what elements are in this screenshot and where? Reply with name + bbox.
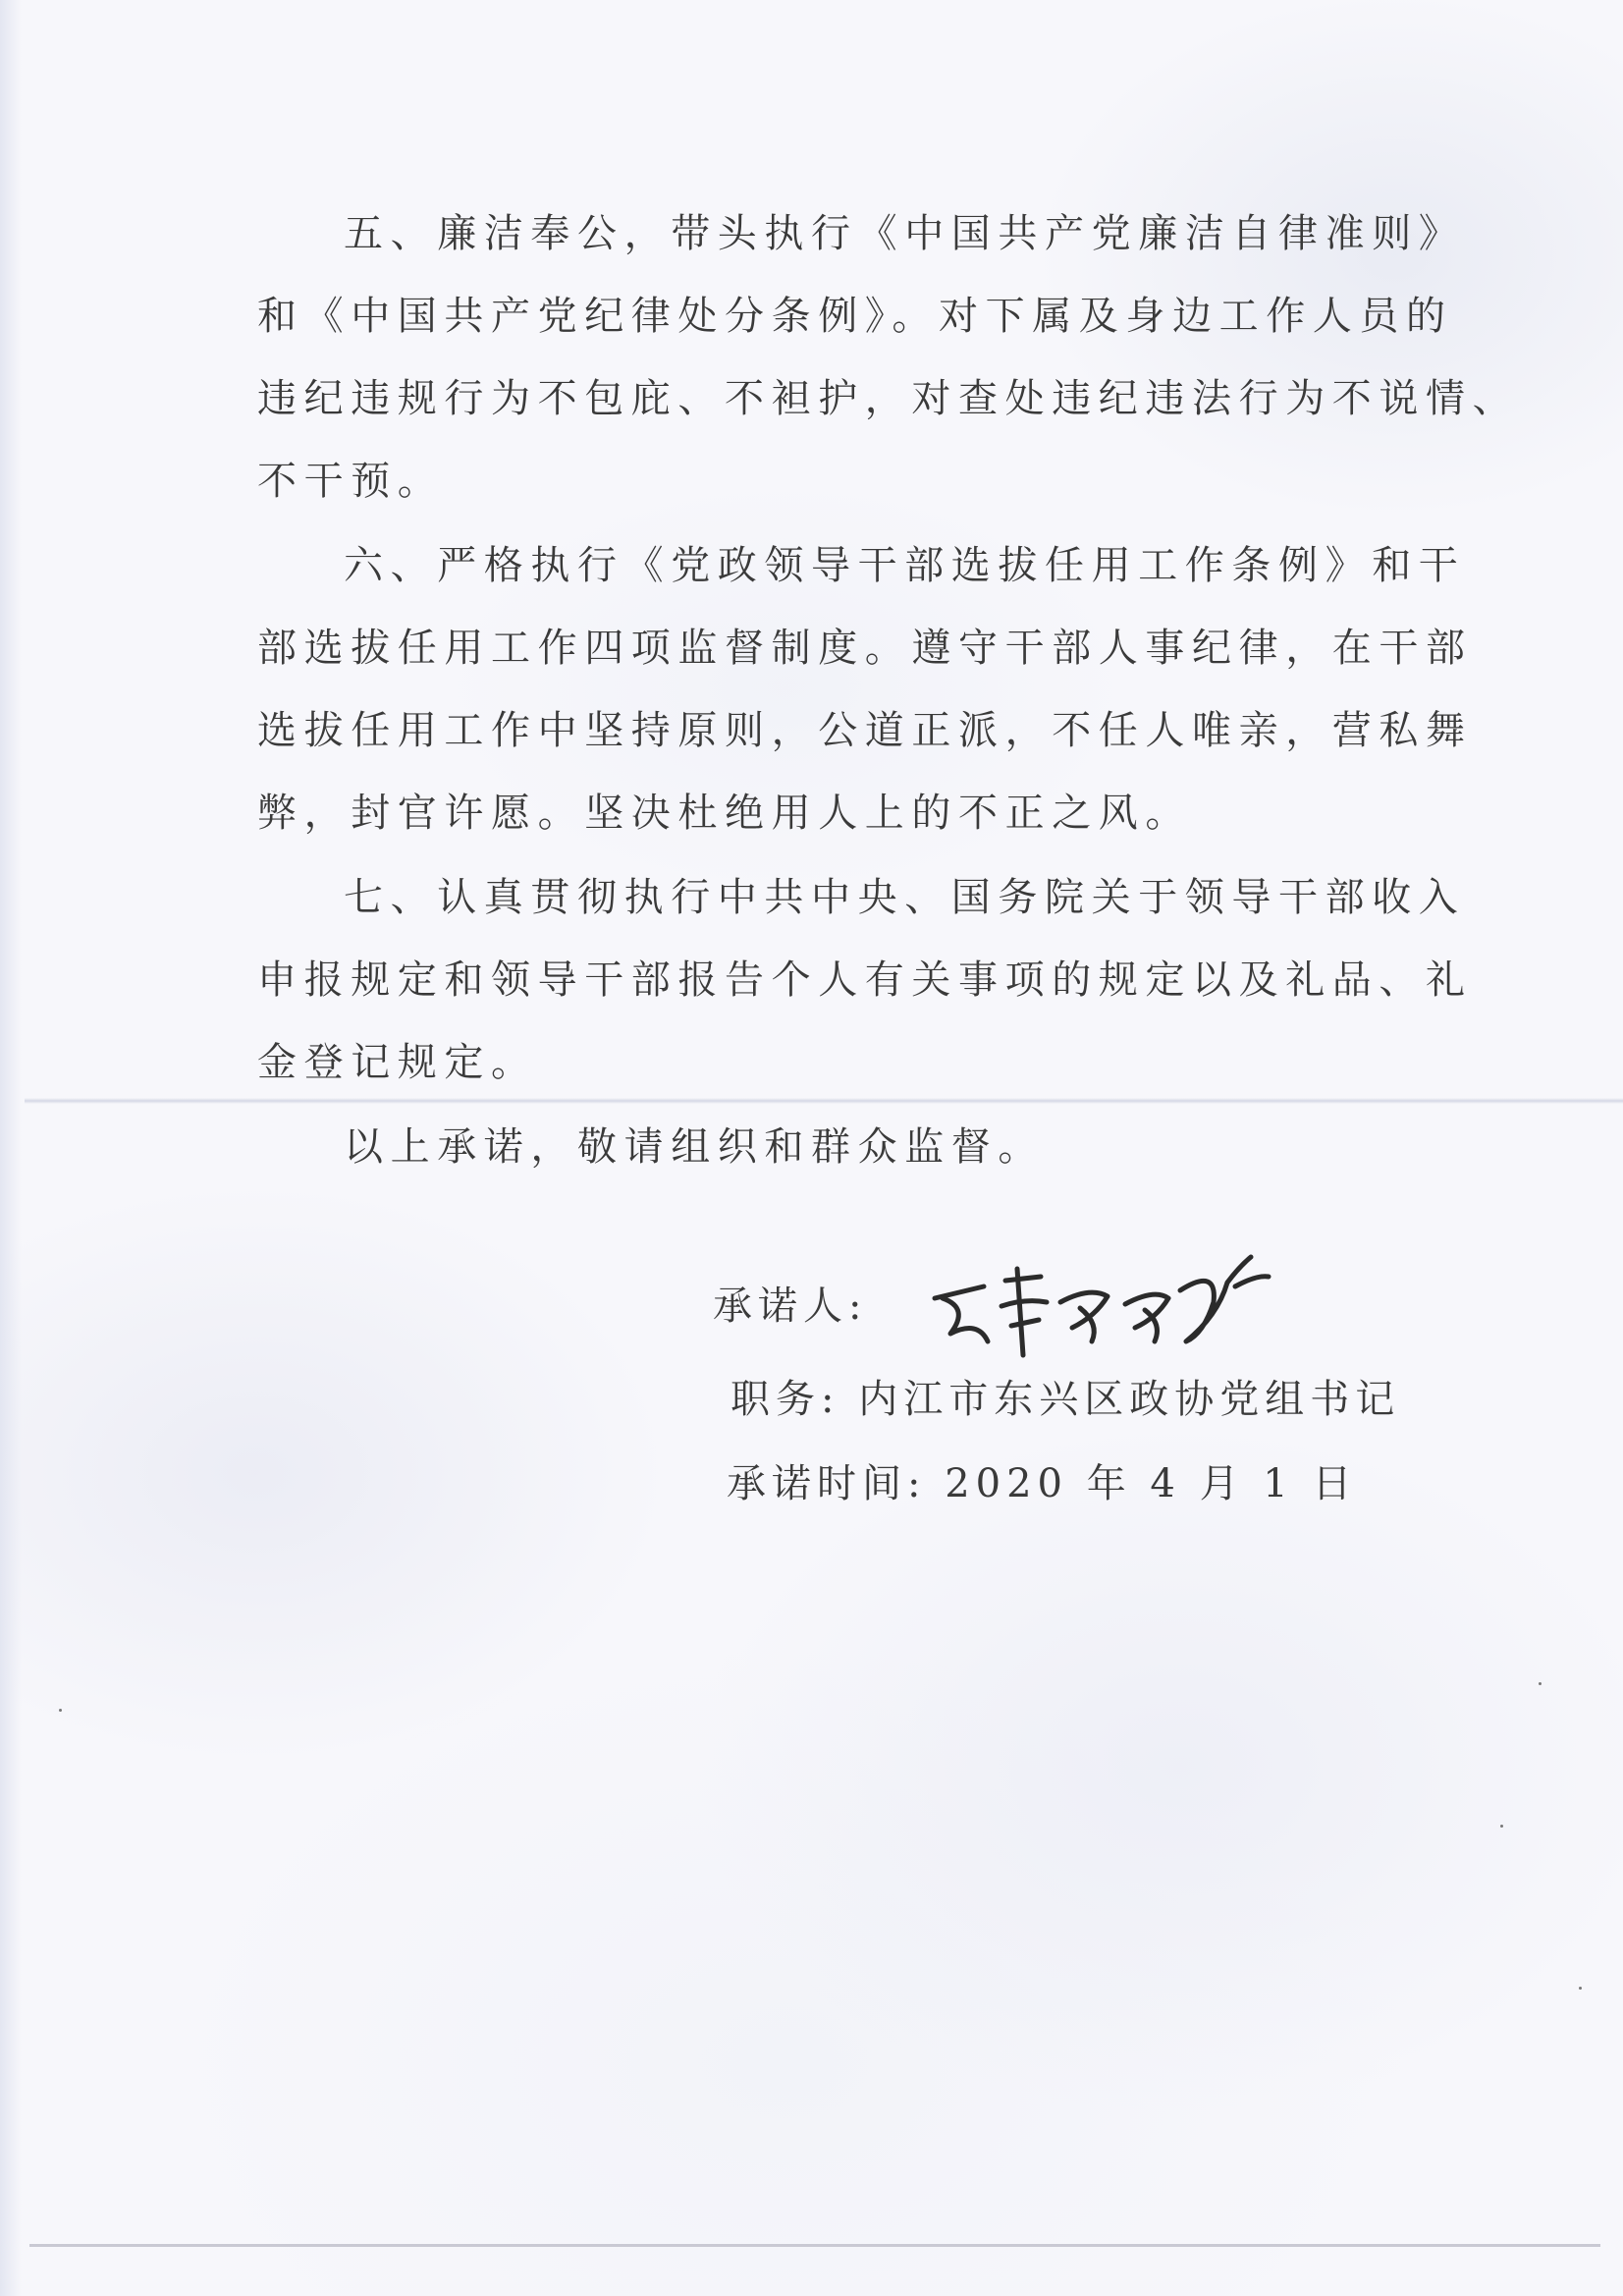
scan-speck [1500,1825,1503,1828]
paragraph-7-line-1: 七、认真贯彻执行中共中央、国务院关于领导干部收入 [344,875,1466,920]
paragraph-6-line-2: 部选拔任用工作四项监督制度。遵守干部人事纪律，在干部 [257,626,1473,671]
scan-left-edge [0,0,22,2296]
closing-line: 以上承诺，敬请组织和群众监督。 [344,1124,1045,1170]
date-line: 承诺时间: 2020 年 4 月 1 日 [727,1461,1358,1506]
paragraph-6-line-1: 六、严格执行《党政领导干部选拔任用工作条例》和干 [344,543,1466,588]
paragraph-5-line-1: 五、廉洁奉公，带头执行《中国共产党廉洁自律准则》 [344,211,1466,256]
scan-speck [1579,1987,1582,1990]
paragraph-5-line-4: 不干预。 [257,459,445,504]
scan-bottom-edge [29,2244,1600,2247]
paragraph-5-line-3: 违纪违规行为不包庇、不袒护，对查处违纪违法行为不说情、 [257,376,1520,421]
paragraph-7-line-3: 金登记规定。 [257,1040,538,1085]
promisor-label: 承诺人: [713,1284,868,1329]
handwritten-signature [923,1247,1286,1365]
paragraph-6-line-3: 选拔任用工作中坚持原则，公道正派，不任人唯亲，营私舞 [257,708,1473,753]
position-line: 职务: 内江市东兴区政协党组书记 [730,1377,1401,1422]
scan-speck [59,1709,62,1712]
paragraph-7-line-2: 申报规定和领导干部报告个人有关事项的规定以及礼品、礼 [257,957,1473,1003]
paragraph-5-line-2: 和《中国共产党纪律处分条例》。对下属及身边工作人员的 [257,294,1453,339]
scan-speck [1539,1682,1542,1685]
paragraph-6-line-4: 弊，封官许愿。坚决杜绝用人上的不正之风。 [257,791,1192,836]
